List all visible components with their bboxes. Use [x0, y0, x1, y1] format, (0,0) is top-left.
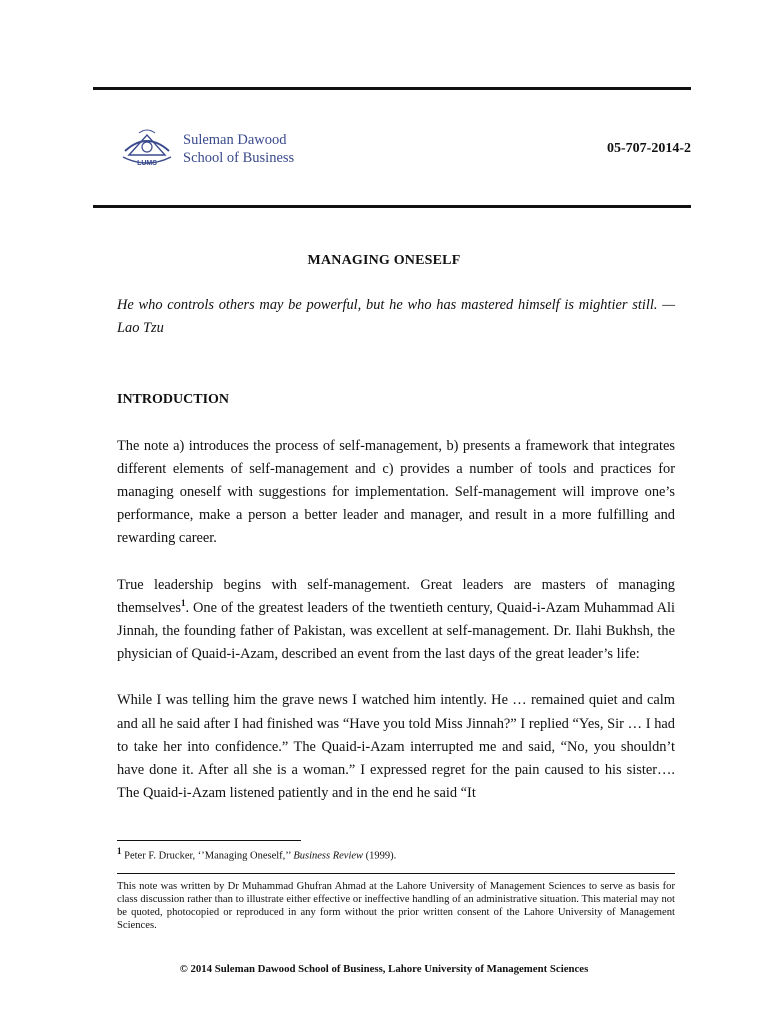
intro-paragraph-3-quote: While I was telling him the grave news I watched him intently. He … remained quiet and calm and all he said after I had finished was “Have you told Miss Jinnah?” I replied “Yes, Sir … I had to take her into confidence.” The Quaid-i-Azam interrupted me and said, “No, you shouldn’t have done it. After all she is a woman.” I expressed regret for the pain caused to his sister…. The Quaid-i-Azam listened patiently and in the end he said “It — [117, 692, 675, 802]
school-logo — [117, 125, 317, 173]
logo-emblem-text: LUMS — [137, 160, 157, 167]
epigraph-quote: He who controls others may be powerful, but he who has mastered himself is mightier still. — Lao Tzu — [117, 297, 675, 337]
intro-paragraph-1: The note a) introduces the process of self-management, b) presents a framework that integrates different elements of self-management and c) provides a number of tools and practices for managing oneself with suggestions for implementation. Self-management will improve one’s performance, make a person a better leader and manager, and result in a more fulfilling and rewarding career. — [117, 437, 675, 547]
logo-wordmark — [183, 131, 294, 167]
intro-paragraph-2-part-1: True leadership begins with self-management. Great leaders are masters of managing themselves — [117, 576, 675, 616]
intro-paragraph-2-part-2: . One of the greatest leaders of the twentieth century, Quaid-i-Azam Muhammad Ali Jinnah, the founding father of Pakistan, was excellent at self-management. Dr. Ilahi Bukhsh, the physician of Quaid-i-Azam, described an event from the last days of the great leader’s life: — [117, 599, 675, 663]
header-top-rule — [93, 87, 691, 90]
footnote-journal: Business Review — [293, 850, 364, 862]
logo-line-1: Suleman Dawood — [183, 132, 287, 148]
logo-line-2: School of Business — [183, 150, 295, 166]
header-bottom-rule — [93, 205, 691, 208]
main-content — [117, 294, 675, 805]
footnote-1 — [117, 846, 396, 862]
section-heading-introduction: INTRODUCTION — [117, 392, 230, 408]
footnote-separator — [117, 840, 301, 841]
disclaimer-note: This note was written by Dr Muhammad Ghufran Ahmad at the Lahore University of Management Sciences to serve as basis for class discussion rather than to illustrate either effective or ineffective handling of an administrative situation. This material may not be quoted, photocopied or reproduced in any form without the prior written consent of the Lahore University of Management Sciences. — [117, 881, 675, 932]
footnote-text-2: (1999). — [363, 850, 397, 862]
footnote-number: 1 — [117, 846, 122, 856]
footnote-text-1: Peter F. Drucker, ‘’Managing Oneself,’’ — [121, 850, 294, 862]
document-code: 05-707-2014-2 — [607, 141, 691, 156]
disclaimer-separator — [117, 873, 675, 874]
copyright-line: © 2014 Suleman Dawood School of Business, Lahore University of Management Sciences — [179, 963, 589, 975]
lums-emblem-icon — [117, 125, 177, 171]
footnote-reference-1[interactable]: 1 — [180, 598, 186, 609]
page-title: MANAGING ONESELF — [307, 253, 461, 268]
intro-paragraph-2 — [117, 574, 675, 667]
